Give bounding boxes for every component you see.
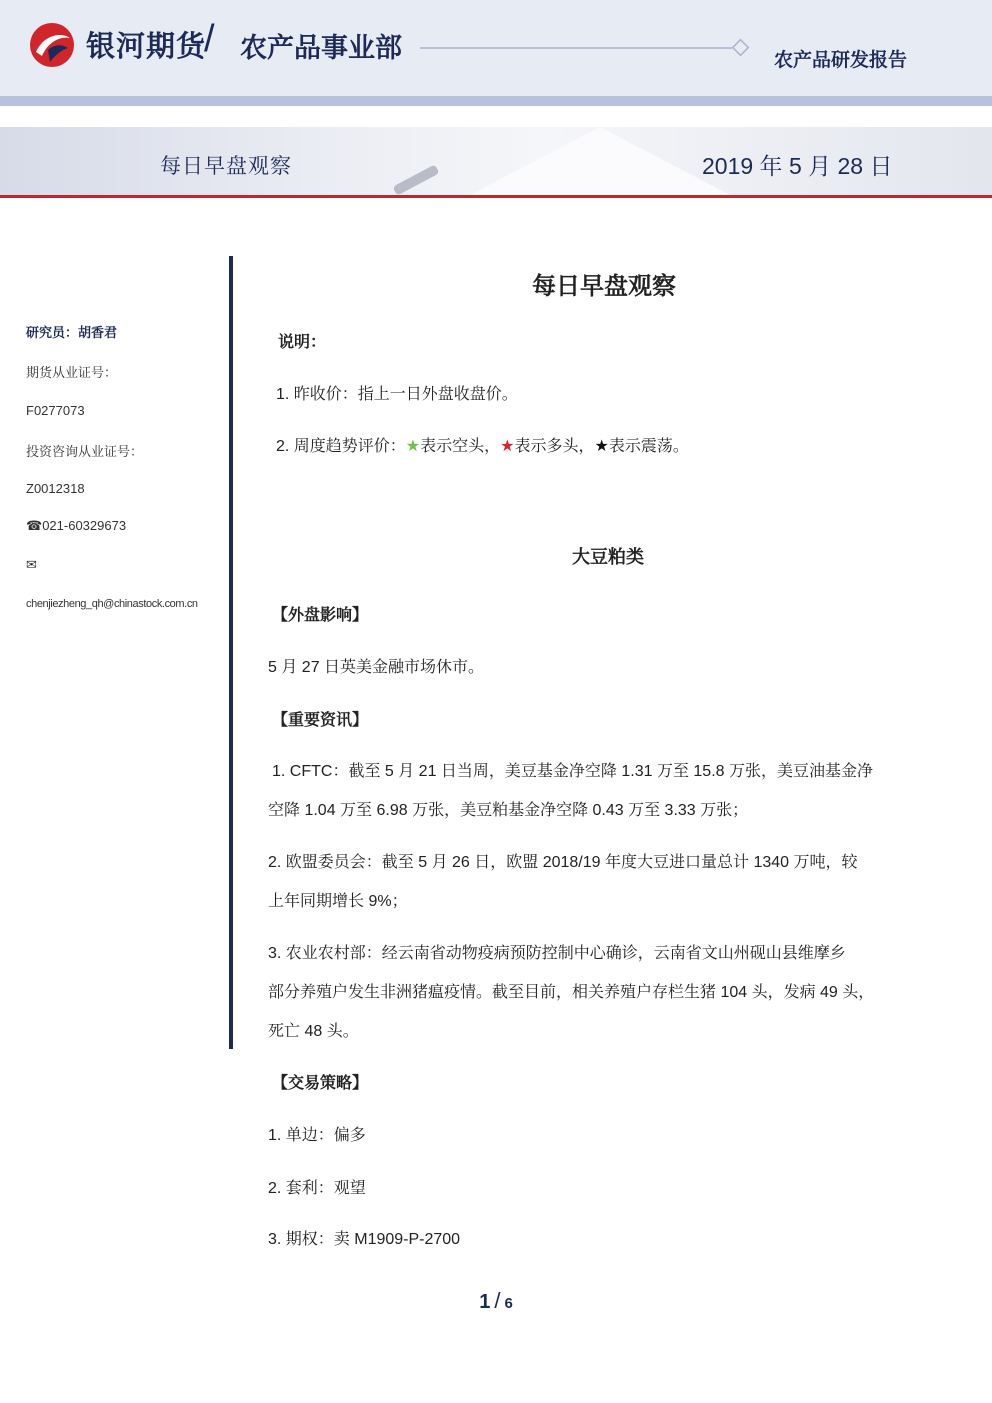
news-2-line-1: 2. 欧盟委员会：截至 5 月 26 日，欧盟 2018/19 年度大豆进口量总计 1340 万吨，较: [268, 854, 858, 871]
strategy-3: 3. 期权：卖 M1909-P-2700: [268, 1231, 461, 1248]
document-title: 每日早盘观察: [532, 273, 676, 300]
external-text: 5 月 27 日英美金融市场休市。: [268, 659, 485, 676]
report-date: 2019 年 5 月 28 日: [702, 153, 893, 179]
news-3-line-1: 3. 农业农村部：经云南省动物疫病预防控制中心确诊，云南省文山州砚山县维摩乡: [268, 945, 846, 962]
current-page: 1: [479, 1291, 491, 1313]
explain-item-2-prefix: 2. 周度趋势评价：: [276, 438, 406, 455]
page-separator: /: [494, 1288, 501, 1313]
galaxy-logo-icon: [28, 22, 76, 68]
green-star-icon: ★: [405, 438, 421, 455]
header-stripe: [0, 96, 992, 106]
news-2-line-2: 上年同期增长 9%；: [268, 893, 408, 910]
red-star-icon: ★: [500, 438, 515, 455]
sub-header-red-line: [0, 195, 992, 198]
strategy-2: 2. 套利：观望: [268, 1180, 366, 1197]
news-1-line-1: 1. CFTC：截至 5 月 21 日当周，美豆基金净空降 1.31 万至 15.8 万张，美豆油基金净: [272, 763, 873, 780]
consult-cert-label: 投资咨询从业证号：: [26, 445, 144, 460]
section-title: 大豆粕类: [572, 547, 644, 567]
consult-cert-number: Z0012318: [26, 481, 85, 496]
sidebar-divider: [229, 256, 233, 1049]
futures-cert-number: F0277073: [26, 403, 85, 418]
strategy-heading: 【交易策略】: [272, 1075, 369, 1092]
news-3-line-3: 死亡 48 头。: [268, 1023, 359, 1040]
explain-range-text: 表示震荡。: [608, 438, 689, 455]
black-star-icon: ★: [594, 438, 609, 455]
news-3-line-2: 部分养殖户发生非洲猪瘟疫情。截至目前，相关养殖户存栏生猪 104 头，发病 49 头，: [268, 984, 875, 1001]
total-pages: 6: [504, 1295, 513, 1312]
department-name: 农产品事业部: [240, 33, 402, 63]
news-1-line-2: 空降 1.04 万至 6.98 万张，美豆粕基金净空降 0.43 万至 3.33 万张；: [268, 802, 749, 819]
explain-item-2: [276, 433, 689, 456]
decorative-line: [420, 38, 760, 58]
sub-header-title: 每日早盘观察: [160, 155, 292, 178]
email-link[interactable]: chenjiezheng_qh@chinastock.com.cn: [26, 598, 198, 610]
explain-bull-text: 表示多头，: [514, 438, 595, 455]
report-type: 农产品研发报告: [774, 50, 908, 71]
header-slash: /: [204, 18, 215, 60]
explain-item-1: 1. 昨收价：指上一日外盘收盘价。: [276, 386, 518, 403]
explain-bear-text: 表示空头，: [420, 438, 501, 455]
strategy-1: 1. 单边：偏多: [268, 1127, 366, 1144]
mail-icon: ✉: [26, 557, 37, 572]
external-heading: 【外盘影响】: [272, 607, 369, 624]
explain-label: 说明：: [278, 334, 327, 351]
page-number: [0, 1288, 992, 1314]
brand-name: 银河期货: [86, 31, 207, 63]
phone-number: ☎021-60329673: [26, 518, 127, 533]
researcher-name: 研究员：胡香君: [26, 326, 118, 341]
news-heading: 【重要资讯】: [272, 712, 369, 729]
futures-cert-label: 期货从业证号：: [26, 366, 118, 381]
